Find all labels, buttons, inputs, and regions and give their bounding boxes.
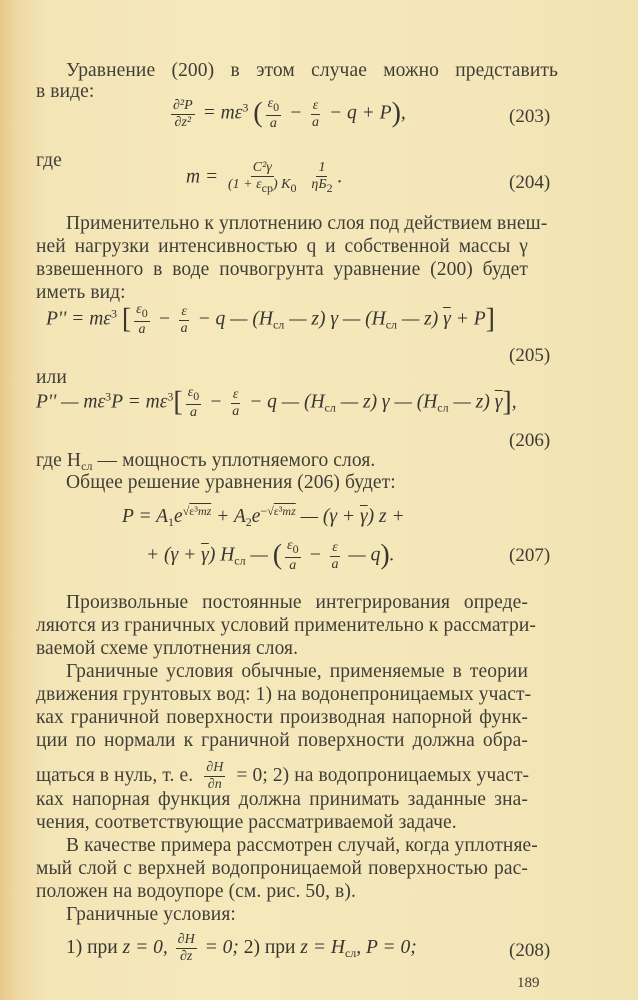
paragraph-line: Общее решение уравнения (206) будет: [66,472,396,493]
paragraph-line: Уравнение (200) в этом случае можно представить [66,60,558,81]
paragraph-line: Граничные условия: [66,904,236,925]
paragraph-line: мый слой с верхней водопроницаемой поверхностью рас- [36,858,528,879]
paragraph-line: чения, соответствующие рассматриваемой задаче. [36,812,457,833]
equation-number: (208) [509,940,551,961]
paragraph-line: в виде: [36,81,95,102]
paragraph-line: ляются из граничных условий применительно к рассматри- [36,615,536,636]
paragraph-line: где [36,150,62,171]
paragraph-line: ней нагрузки интенсивностью q и собственной массы γ [36,236,528,257]
text-fragment: 2) при [243,936,296,958]
paragraph-line: положен на водоупоре (см. рис. 50, в). [36,881,356,902]
paragraph-line: взвешенного в воде почвогрунта уравнение (200) будет [36,259,528,280]
paragraph-line: движения грунтовых вод: 1) на водонепроницаемых участ- [36,684,532,705]
equation-number: (203) [509,106,551,127]
subscript: сл [81,459,93,473]
paragraph-line: В качестве примера рассмотрен случай, когда уплотняе- [66,835,538,856]
paragraph-line: ках граничной поверхности производная напорной функ- [36,707,528,728]
paragraph-line: ках напорная функция должна принимать заданные зна- [36,789,528,810]
equation-number: (204) [509,172,551,193]
text-fragment: щаться в нуль, т. е. [36,764,194,786]
equation-204: m = $\frac{\text{C²γ}}{\text{(1 + εср) K0}}$ $\frac{1}{\eta Б2}$ . [186,160,343,195]
equation-number: (207) [509,545,551,566]
equation-number: (205) [509,345,551,366]
paragraph-line: или [36,367,67,388]
equation-203: $\frac{\text{∂²P}}{\text{∂z²}}$ = $m\varepsilon^3$ ( $\frac{\varepsilon 0}{a}$ − $\frac{\varepsilon}{a}$ − q + P), [173,96,406,131]
paragraph-line: ции по нормали к граничной поверхности должна обра- [36,730,528,751]
paragraph-line: Применительно к уплотнению слоя под действием внеш- [66,213,548,234]
paragraph-line: Граничные условия обычные, применяемые в теории [66,661,528,682]
where-label: где H [36,450,82,471]
where-text: — мощность уплотняемого слоя. [92,450,376,471]
text-fragment: = 0; 2) на водопроницаемых участ- [236,764,530,786]
equation-206: P'' — $m\varepsilon^3P = m\varepsilon^3$[ $\frac{\varepsilon 0}{a}$ − $\frac{\varepsilon}{a}$ − q — ($H_{сл}$ — z) γ — ($H_{сл}$ — z) $\overline{\gamma}$], [36,385,517,420]
equation-208: 1) при z = 0, $\frac{\partial H}{\partial z}$ = 0; 2) при $z = H_{сл}$, P = 0; [66,932,417,964]
equation-205: $P'' = m\varepsilon^3$ [ $\frac{\varepsilon 0}{a}$ − $\frac{\varepsilon}{a}$ − q — ($H_{сл}$ — z) γ — ($H_{сл}$ — z) $\overline{\gamma} + P$] [46,302,495,337]
paragraph-line: Произвольные постоянные интегрирования опреде- [66,592,528,613]
equation-207-line2: + $(\gamma + \overline{\gamma})$ $H_{сл}$ — ( $\frac{\varepsilon 0}{a}$ − $\frac{\varepsilon}{a}$ — q). [146,538,395,573]
equation-207-line1: $P = A_1e^{√\varepsilon^3mz} + A_2e^{-√\varepsilon^3mz}$ — $(\gamma + \overline{\gamma})$ z + [122,504,405,529]
inline-fraction-dH-dn: $\frac{\partial H}{\partial n}$ [206,760,224,792]
paragraph-line: ваемой схеме уплотнения слоя. [36,638,299,659]
page-number: 189 [517,975,540,991]
text-fragment: 1) при [66,936,118,958]
paragraph-line [36,450,375,474]
paragraph-line: иметь вид: [36,282,126,303]
equation-number: (206) [509,430,551,451]
